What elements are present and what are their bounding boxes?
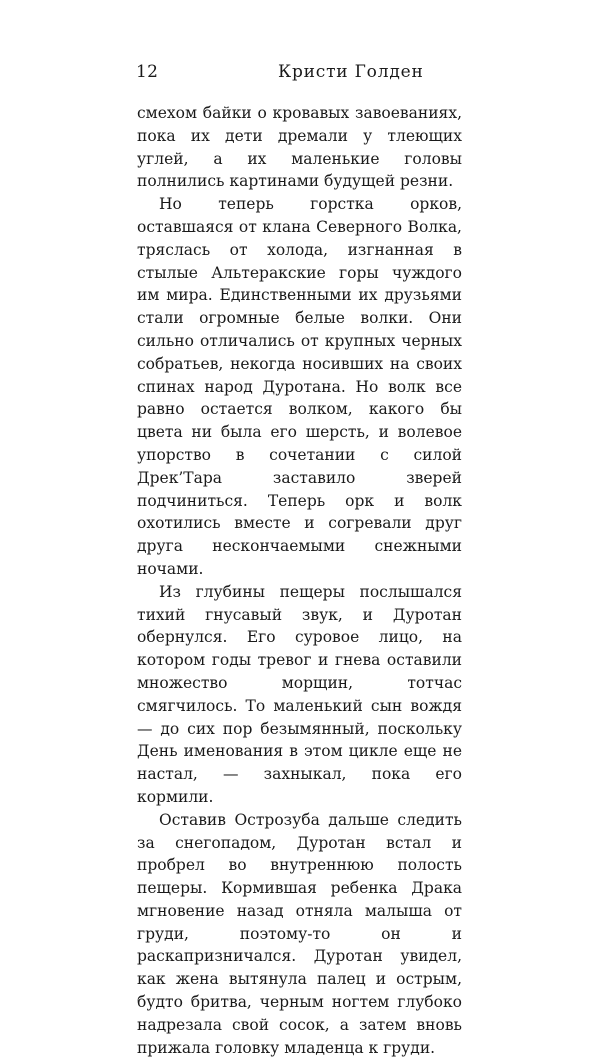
body-text [137,102,462,1059]
page-number: 12 [136,62,159,82]
running-head-author: Кристи Голден [278,62,424,82]
paragraph: Оставив Острозуба дальше следить за снегопадом, Дуротан встал и пробрел во внутреннюю полость пещеры. Кормившая ребенка Драка мгновение назад отняла малыша от груди, поэтому-то он и раскапризничался. Дуротан увидел, как жена вытянула палец и острым, будто бритва, черным ногтем глубоко надрезала свой сосок, а затем вновь прижала головку младенца к груди. [137,810,462,1057]
paragraph: Из глубины пещеры послышался тихий гнусавый звук, и Дуротан обернулся. Его суровое лицо, на котором годы тревог и гнева оставили множество морщин, тотчас смягчилось. То маленький сын вождя — до сих пор безымянный, поскольку День именования в этом цикле еще не настал, — захныкал, пока его кормили. [137,582,462,806]
paragraph-continued: смехом байки о кровавых завоеваниях, пока их дети дремали у тлеющих углей, а их маленькие головы полнились картинами будущей резни. [137,104,462,191]
page-header [136,62,450,86]
paragraph: Но теперь горстка орков, оставшаяся от клана Северного Волка, тряслась от холода, изгнанная в стылые Альтеракские горы чуждого им мира. Единственными их друзьями стали огромные белые волки. Они сильно отличались от крупных черных собратьев, некогда носивших на своих спинах народ Дуротана. Но волк все равно остается волком, какого бы цвета ни была его шерсть, и волевое упорство в сочетании с силой Дрек’Тара заставило зверей подчиниться. Теперь орк и волк охотились вместе и согревали друг друга нескончаемыми снежными ночами. [137,195,462,578]
